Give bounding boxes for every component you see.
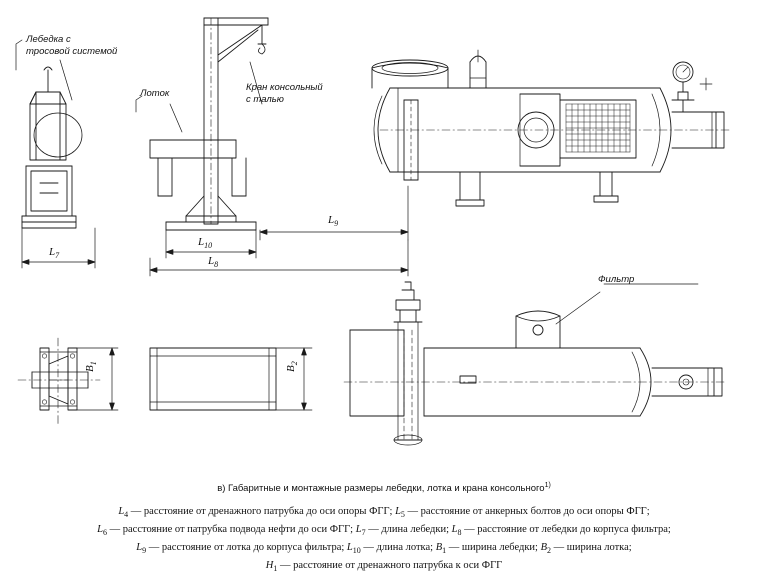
dimension-label-L8 bbox=[208, 255, 218, 269]
legend-text: — расстояние от анкерных болтов до оси опоры ФГГ; bbox=[404, 506, 650, 517]
legend-symbol-index: 7 bbox=[361, 528, 366, 538]
tray-end-view bbox=[150, 348, 276, 410]
legend-symbol: B bbox=[435, 542, 443, 553]
dimension-label-L7 bbox=[49, 246, 59, 260]
winch-assembly bbox=[16, 40, 82, 228]
dim-idx-B2: 2 bbox=[290, 361, 300, 366]
figure-caption bbox=[0, 482, 768, 494]
legend-text: — длина лотка; bbox=[360, 542, 436, 553]
callout-filter-line1: Фильтр bbox=[598, 274, 635, 285]
figure-caption-footnote: 1) bbox=[544, 482, 551, 489]
callout-winch-line1: Лебедка с bbox=[26, 34, 71, 45]
legend-symbol: L bbox=[355, 524, 362, 535]
dimension-B2 bbox=[276, 348, 312, 410]
legend-symbol: L bbox=[451, 524, 458, 535]
callout-tray bbox=[140, 88, 169, 100]
dim-idx-L7: 7 bbox=[55, 251, 60, 261]
dimension-L9 bbox=[260, 186, 408, 240]
callout-winch bbox=[26, 34, 117, 58]
dimension-label-B1 bbox=[84, 361, 98, 372]
legend-symbol-index: 10 bbox=[352, 546, 361, 556]
callout-crane-line1: Кран консольный bbox=[246, 82, 323, 93]
legend-symbol-index: 2 bbox=[547, 546, 552, 556]
legend-symbol: B bbox=[540, 542, 548, 553]
dim-sym-B1: B bbox=[84, 365, 96, 372]
legend-text: — расстояние от дренажного патрубка к оси ФГГ bbox=[277, 560, 503, 571]
legend-symbol: L bbox=[118, 506, 125, 517]
legend-text: — расстояние от дренажного патрубка до оси опоры ФГГ; bbox=[128, 506, 396, 517]
legend-line-3 bbox=[0, 542, 768, 555]
legend-symbol: H bbox=[265, 560, 274, 571]
legend-line-4 bbox=[0, 560, 768, 573]
legend-symbol-index: 5 bbox=[400, 510, 405, 520]
legend-text: — расстояние от лебедки до корпуса фильтра; bbox=[461, 524, 671, 535]
legend-text: — ширина лотка; bbox=[551, 542, 632, 553]
legend-line-1 bbox=[0, 506, 768, 519]
dim-sym-L10: L bbox=[198, 236, 205, 248]
legend-symbol: L bbox=[97, 524, 104, 535]
legend-symbol: L bbox=[346, 542, 353, 553]
figure-caption-text: в) Габаритные и монтажные размеры лебедки, лотка и крана консольного bbox=[217, 483, 545, 495]
dimension-L8 bbox=[150, 240, 408, 276]
dim-sym-L9: L bbox=[328, 214, 335, 226]
filter-vessel-side-view bbox=[372, 50, 730, 206]
dim-sym-L7: L bbox=[49, 246, 56, 258]
dim-sym-B2: B bbox=[285, 365, 297, 372]
legend-symbol-index: 6 bbox=[103, 528, 108, 538]
dimension-B1 bbox=[77, 348, 118, 410]
legend-text: — длина лебедки; bbox=[365, 524, 452, 535]
dimension-label-L9 bbox=[328, 214, 338, 228]
legend-text: — расстояние от патрубка подвода нефти до оси ФГГ; bbox=[107, 524, 356, 535]
dim-idx-B1: 1 bbox=[89, 361, 99, 366]
callout-crane-line2: с талью bbox=[246, 93, 284, 105]
callout-crane bbox=[246, 82, 323, 106]
filter-vessel-plan-view bbox=[344, 282, 726, 445]
legend-text: — расстояние от лотка до корпуса фильтра; bbox=[146, 542, 347, 553]
winch-end-view bbox=[18, 338, 100, 424]
legend-text: — ширина лебедки; bbox=[446, 542, 541, 553]
legend-symbol: L bbox=[395, 506, 401, 517]
legend-symbol-index: 1 bbox=[442, 546, 447, 556]
dim-idx-L10: 10 bbox=[204, 241, 213, 251]
legend-symbol-index: 9 bbox=[142, 546, 147, 556]
legend-symbol-index: 1 bbox=[273, 564, 278, 574]
legend-symbol-index: 4 bbox=[124, 510, 129, 520]
legend-line-2 bbox=[0, 524, 768, 537]
tray-and-crane-assembly bbox=[136, 18, 268, 230]
dim-idx-L9: 9 bbox=[334, 219, 339, 229]
dim-idx-L8: 8 bbox=[214, 260, 219, 270]
legend-symbol-index: 8 bbox=[457, 528, 462, 538]
callout-winch-line2: тросовой системой bbox=[26, 45, 118, 57]
dim-sym-L8: L bbox=[208, 255, 215, 267]
callout-tray-line1: Лоток bbox=[140, 88, 170, 99]
legend-symbol: L bbox=[136, 542, 143, 553]
dimension-label-B2 bbox=[285, 361, 299, 372]
callout-filter bbox=[598, 274, 634, 286]
dimension-label-L10 bbox=[198, 236, 212, 250]
